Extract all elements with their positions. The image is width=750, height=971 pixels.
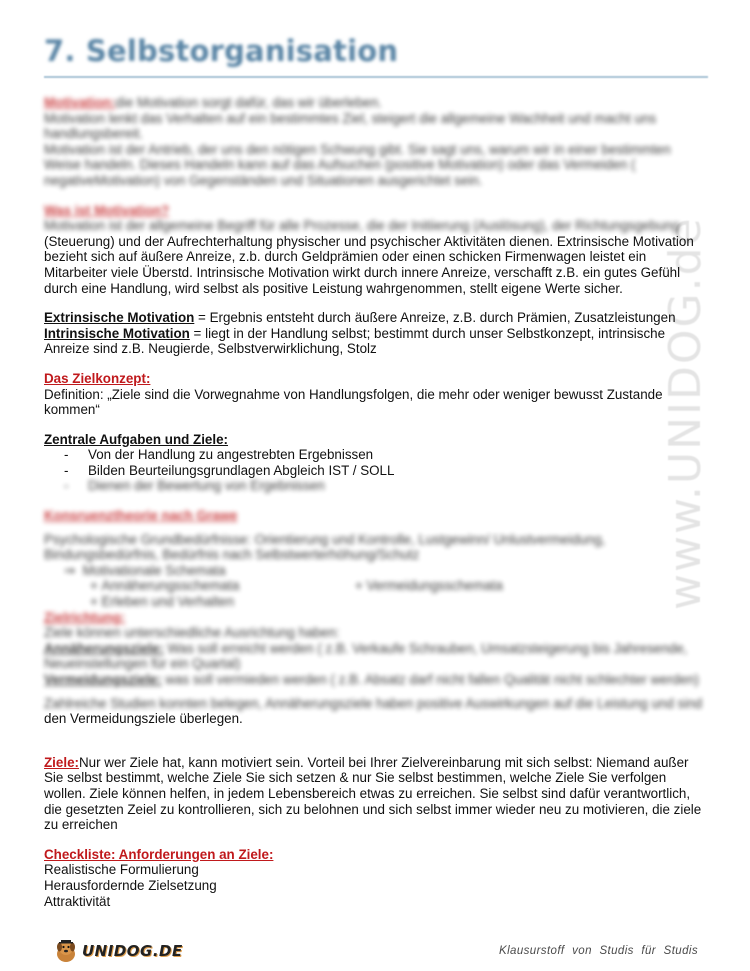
section-ziele — [44, 755, 710, 833]
vermeidung-text: was soll vermieden werden ( z.B. Absatz darf nicht fallen Qualität nicht schlechter werden) — [161, 672, 699, 687]
checkliste-label: Checkliste: Anforderungen an Ziele: — [44, 846, 274, 862]
extrinsic-label: Extrinsische Motivation — [44, 310, 195, 326]
motivation-line-1: die Motivation sorgt dafür, das wir überleben. — [115, 95, 382, 110]
schema-title: ⇒ Motivationale Schemata — [64, 562, 226, 578]
annaeherung-label: Annäherungsziele: — [44, 640, 164, 656]
list-item: - Bilden Beurteilungsgrundlagen Abgleich IST / SOLL — [64, 463, 710, 479]
zielrichtung-label: Zielrichtung: — [44, 609, 126, 625]
document-body — [44, 95, 710, 909]
title-rule — [44, 76, 708, 78]
list-item: Herausfordernde Zielsetzung — [44, 877, 217, 893]
motivation-line-3: Motivation ist der Antrieb, der uns den nötigen Schwung gibt. Sie sagt uns, warum wir in einer bestimmten Weise handeln. Dieses Handeln kann auf das Aufsuchen (positive Motivation) oder das Vermeiden ( negativeMotivation) von Gegenständen und Situationen ausgerichtet sein. — [44, 141, 671, 188]
was-ist-text: (Steuerung) und der Aufrechterhaltung physischer und psychischer Aktivitäten dienen. Extrinsische Motivation bezieht sich auf äußere Anreize, z.b. durch Geldprämien oder einen schicken Firmenwagen leistet ein Mitarbeiter viele Überstd. Intrinsische Motivation wirkt durch innere Anreize, verschafft z.B. ein gutes Gefühl durch eine Handlung, wird selbst als positive Leistung wahrgenommen, stellt eigene Werte sicher. — [44, 233, 694, 296]
ziele-text: Nur wer Ziele hat, kann motiviert sein. Vorteil bei Ihrer Zielvereinbarung mit sich selbst: Niemand außer Sie selbst bestimmt, welche Ziele Sie sich setzen & nur Sie selbst bestimmen, welche Ziele Sie verfolgen wollen. Ziele können helfen, in jedem Lebensbereich etwas zu erreichen. Sie selbst sind dafür verantwortlich, die gesetzten Zeiel zu kontrollieren, sich zu belohnen und sich selbst immer wieder neu zu motivieren, die ziele zu erreichen — [44, 754, 702, 833]
list-item: Attraktivität — [44, 893, 111, 909]
intrinsic-label: Intrinsische Motivation — [44, 325, 190, 341]
schema-row: + Annäherungsschemata + Vermeidungsschemata — [90, 578, 503, 594]
aufgaben-label: Zentrale Aufgaben und Ziele: — [44, 431, 229, 447]
section-extrinsic-intrinsic — [44, 310, 710, 357]
logo-text: UNIDOG.DE — [82, 942, 183, 960]
intrinsic-text: = liegt in der Handlung selbst; bestimmt durch unser Selbstkonzept, intrinsische Anreize sind z.B. Neugierde, Selbstverwirklichung, Stolz — [44, 325, 666, 357]
footer-logo — [52, 937, 183, 965]
vermeidung-label: Vermeidungsziele: — [44, 672, 162, 687]
was-ist-blurred-line: Motivation ist der allgemeine Begriff für alle Prozesse, die der Initiierung (Auslösung), der Richtungsgebung — [44, 218, 680, 234]
section-grawe — [44, 508, 710, 711]
section-aufgaben — [44, 432, 710, 494]
grawe-label: Konsruenztheorie nach Grawe — [44, 508, 238, 524]
was-ist-label: Was ist Motivation? — [44, 202, 170, 218]
grawe-text: Psychologische Grundbedürfnisse: Orientierung und Kontrolle, Lustgewinn/ Unlustvermeidung, Bindungsbedürfnis, Bedürfnis nach Selbstwerterhöhung/Schutz — [44, 531, 606, 563]
list-item: Realistische Formulierung — [44, 862, 199, 878]
ziele-label: Ziele: — [44, 754, 79, 770]
extrinsic-text: = Ergebnis entsteht durch äußere Anreize, z.B. durch Prämien, Zusatzleistungen — [194, 310, 676, 326]
schema-b: Vermeidungsschemata — [366, 578, 503, 594]
dog-icon — [52, 937, 80, 965]
section-zielkonzept — [44, 371, 710, 418]
list-item: - Dienen der Bewertung von Ergebnissen — [64, 478, 710, 494]
schema-c: Erleben und Verhalten — [101, 594, 235, 610]
studien-blurred-line: Zahlreiche Studien konnten belegen, Annäherungsziele haben positive Auswirkungen auf die Leistung und sind — [44, 695, 703, 711]
annaeherung-text: Was soll erreicht werden ( z.B. Verkaufe Schrauben, Umsatzsteigerung bis Jahresende, Neueinstellungen für ein Quartal) — [44, 640, 688, 672]
page-title: 7. Selbstorganisation — [44, 34, 399, 68]
motivation-label: Motivation: — [44, 95, 116, 110]
watermark: www.UNIDOG.de — [660, 216, 711, 610]
footer-note: Klausurstoff von Studis für Studis — [499, 945, 698, 957]
zielrichtung-text: Ziele können unterschiedliche Ausrichtung haben: — [44, 625, 340, 641]
section-checkliste — [44, 847, 710, 909]
studien-text: den Vermeidungsziele überlegen. — [44, 711, 243, 727]
zielkonzept-label: Das Zielkonzept: — [44, 370, 151, 386]
section-was-ist-motivation — [44, 203, 710, 297]
section-motivation — [44, 95, 710, 189]
list-item: - Von der Handlung zu angestrebten Ergebnissen — [64, 447, 710, 463]
schema-a: Annäherungsschemata — [101, 578, 240, 594]
schema-c-row: + Erleben und Verhalten — [90, 594, 235, 610]
motivation-line-2: Motivation lenkt das Verhalten auf ein bestimmtes Ziel, steigert die allgemeine Wachheit und macht uns handlungsbereit. — [44, 110, 657, 142]
zielkonzept-text: Definition: „Ziele sind die Vorwegnahme von Handlungsfolgen, die mehr oder weniger bewusst Zustande kommen“ — [44, 386, 663, 418]
